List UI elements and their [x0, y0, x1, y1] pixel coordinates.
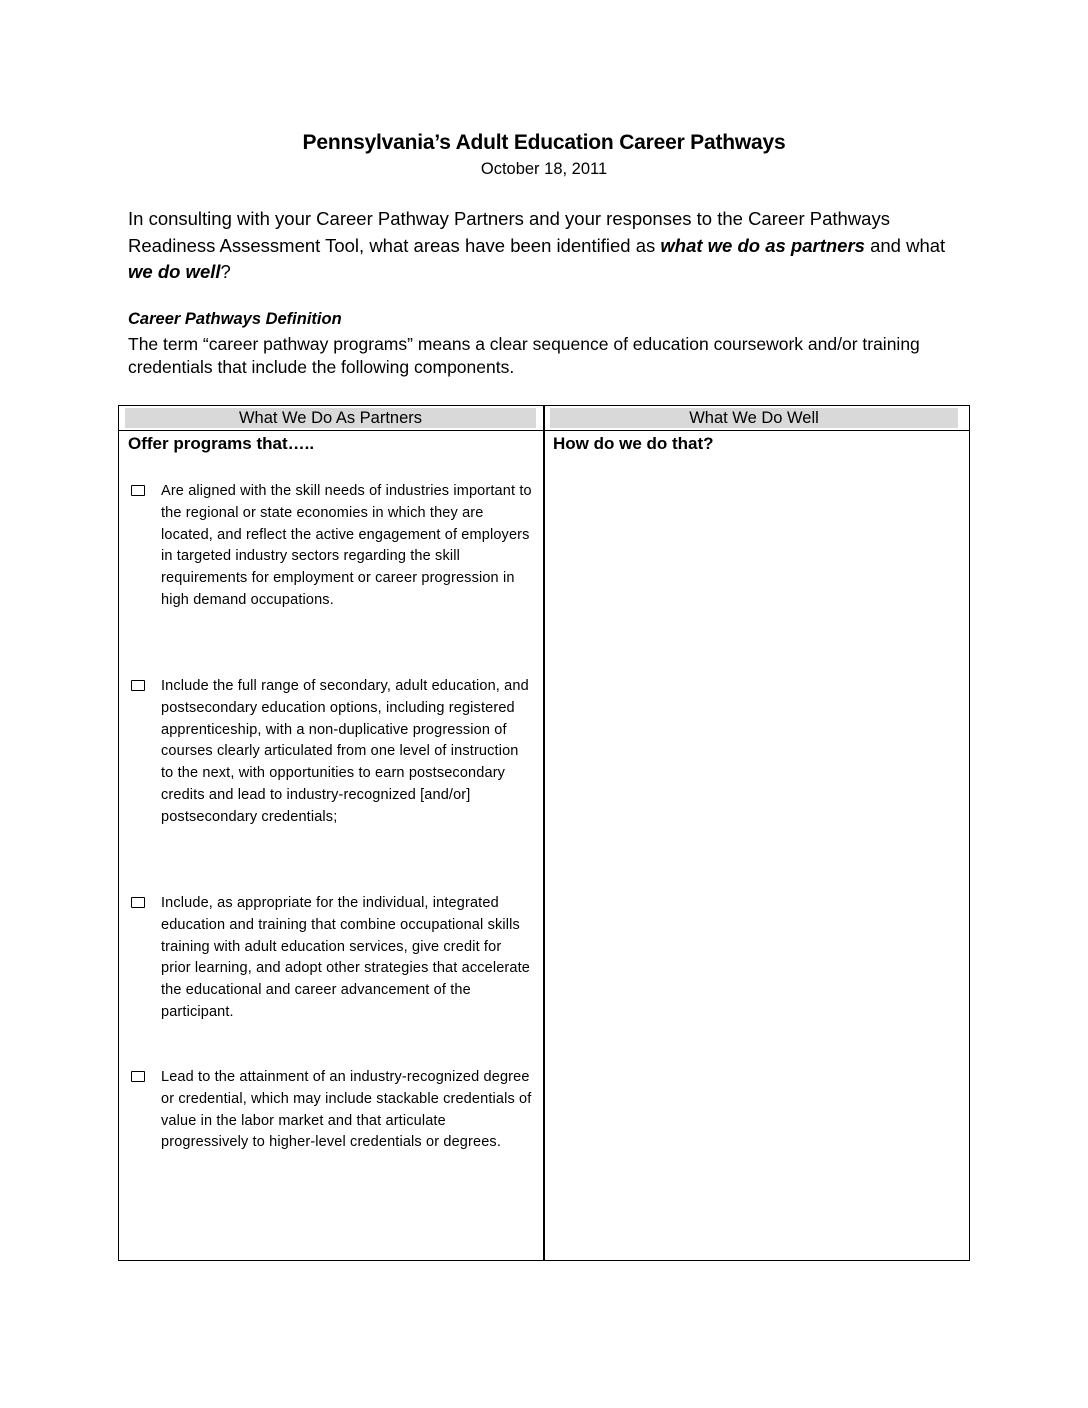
- list-item-text: Include, as appropriate for the individual, integrated education and training that combine occupational skills training with adult education services, give credit for prior learning, and adopt other strategies that accelerate the educational and career advancement of the participant.: [161, 895, 531, 1020]
- document-title: Pennsylvania’s Adult Education Career Pathways: [302, 131, 786, 154]
- question-emphasis-partners: what we do as partners: [660, 234, 865, 256]
- column-divider: [543, 406, 545, 1260]
- question-part-1: In consulting with your Career Pathway Partners and your responses to the Career Pathways Readiness Assessment Tool, what areas have been identified as: [128, 208, 890, 256]
- left-subheading: Offer programs that…..: [128, 434, 315, 453]
- question-text: [128, 206, 968, 286]
- list-item-text: Include the full range of secondary, adult education, and postsecondary education options, including registered apprenticeship, with a non-duplicative progression of courses clearly articulated from one level of instruction to the next, with opportunities to earn postsecondary credits and lead to industry-recognized [and/or] postsecondary credentials;: [161, 678, 529, 825]
- question-emphasis-well: we do well: [128, 261, 221, 282]
- right-subheading: How do we do that?: [553, 434, 714, 453]
- list-item-text: Are aligned with the skill needs of industries important to the regional or state economies in which they are located, and reflect the active engagement of employers in targeted industry sectors regarding the skill requirements for employment or career progression in high demand occupations.: [161, 483, 532, 608]
- list-item-text: Lead to the attainment of an industry-recognized degree or credential, which may include stackable credentials of value in the labor market and that articulate progressively to higher-level credentials or degrees.: [161, 1069, 532, 1151]
- header-do-well: What We Do Well: [550, 408, 958, 428]
- pathways-table: [118, 405, 970, 1261]
- checkbox-icon[interactable]: [131, 1071, 145, 1082]
- definition-text: The term “career pathway programs” means a clear sequence of education coursework and/or training credentials that include the following components.: [128, 334, 920, 377]
- document-date: October 18, 2011: [480, 160, 608, 178]
- checkbox-icon[interactable]: [131, 897, 145, 908]
- question-part-3: ?: [220, 261, 231, 282]
- checkbox-icon[interactable]: [131, 485, 145, 496]
- definition-heading: Career Pathways Definition: [128, 310, 342, 328]
- table-header-row: [119, 406, 969, 431]
- checkbox-icon[interactable]: [131, 680, 145, 691]
- question-part-2: and what: [864, 234, 946, 256]
- header-partners: What We Do As Partners: [125, 408, 536, 428]
